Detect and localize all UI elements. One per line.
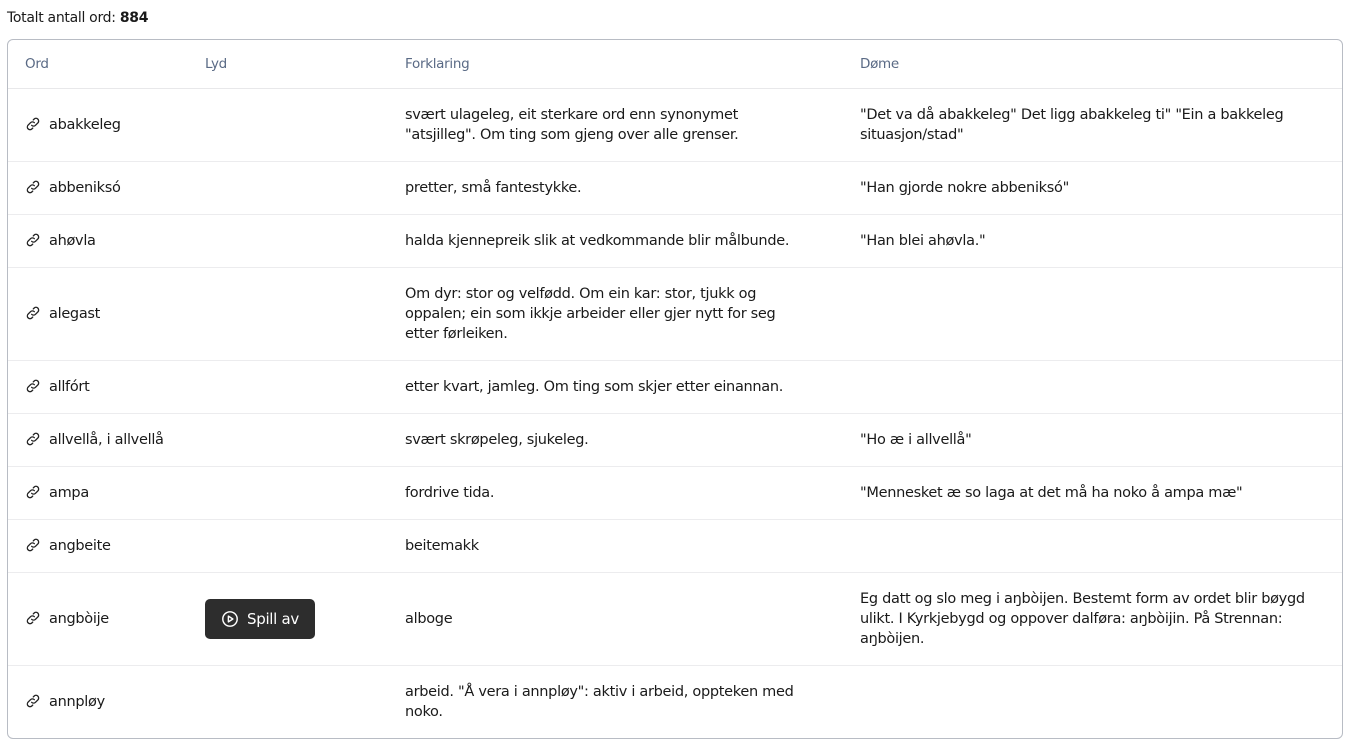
audio-cell (188, 414, 388, 467)
explanation-cell: halda kjennepreik slik at vedkommande blir målbunde. (388, 215, 843, 268)
total-count: 884 (119, 10, 149, 26)
word-text: angbòije (49, 611, 109, 627)
play-icon (221, 610, 239, 628)
table-row (8, 361, 1342, 414)
audio-cell (188, 573, 388, 666)
word-link[interactable] (25, 611, 109, 627)
table-row (8, 666, 1342, 739)
word-link[interactable] (25, 117, 121, 133)
header-lyd: Lyd (188, 40, 388, 89)
word-link[interactable] (25, 180, 121, 196)
table-row (8, 414, 1342, 467)
table-row (8, 215, 1342, 268)
header-dome: Døme (843, 40, 1342, 89)
word-text: ampa (49, 485, 89, 501)
audio-cell (188, 268, 388, 361)
word-text: alegast (49, 306, 101, 322)
example-cell (843, 666, 1342, 739)
total-label: Totalt antall ord: (7, 10, 116, 26)
explanation-cell: svært skrøpeleg, sjukeleg. (388, 414, 843, 467)
word-text: abakkeleg (49, 117, 121, 133)
play-audio-button[interactable] (205, 599, 315, 639)
word-text: abbeniksó (49, 180, 121, 196)
word-link[interactable] (25, 485, 89, 501)
explanation-cell: beitemakk (388, 520, 843, 573)
word-link[interactable] (25, 694, 105, 710)
table-header (8, 40, 1342, 89)
explanation-cell: etter kvart, jamleg. Om ting som skjer etter einannan. (388, 361, 843, 414)
explanation-cell: alboge (388, 573, 843, 666)
header-forklaring: Forklaring (388, 40, 843, 89)
table-row (8, 573, 1342, 666)
audio-cell (188, 520, 388, 573)
table-row (8, 467, 1342, 520)
table-row (8, 162, 1342, 215)
table-row (8, 89, 1342, 162)
audio-cell (188, 215, 388, 268)
explanation-cell: Om dyr: stor og velfødd. Om ein kar: stor, tjukk og oppalen; ein som ikkje arbeider eller gjer nytt for seg etter førleiken. (388, 268, 843, 361)
word-link[interactable] (25, 233, 96, 249)
link-icon (25, 610, 41, 626)
word-text: angbeite (49, 538, 111, 554)
example-cell: "Ho æ i allvellå" (843, 414, 1342, 467)
explanation-cell: fordrive tida. (388, 467, 843, 520)
link-icon (25, 305, 41, 321)
word-link[interactable] (25, 538, 111, 554)
word-text: allfórt (49, 379, 90, 395)
play-label: Spill av (247, 610, 299, 628)
word-table (7, 39, 1343, 739)
word-link[interactable] (25, 306, 100, 322)
audio-cell (188, 666, 388, 739)
word-link[interactable] (25, 432, 164, 448)
explanation-cell: arbeid. "Å vera i annpløy": aktiv i arbeid, oppteken med noko. (405, 684, 794, 720)
header-ord: Ord (8, 40, 188, 89)
link-icon (25, 484, 41, 500)
link-icon (25, 116, 41, 132)
audio-cell (188, 467, 388, 520)
word-link[interactable] (25, 379, 89, 395)
link-icon (25, 232, 41, 248)
word-text: allvellå, i allvellå (49, 432, 164, 448)
example-cell (843, 361, 1342, 414)
audio-cell (188, 361, 388, 414)
example-cell (843, 268, 1342, 361)
example-cell: Eg datt og slo meg i aŋbòijen. Bestemt form av ordet blir bøygd ulikt. I Kyrkjebygd og oppover dalføra: aŋbòijin. På Strennan: aŋbòijen. (843, 573, 1342, 666)
explanation-cell: svært ulageleg, eit sterkare ord enn synonymet "atsjilleg". Om ting som gjeng over alle grenser. (388, 89, 843, 162)
word-text: annpløy (49, 694, 105, 710)
link-icon (25, 431, 41, 447)
table-row (8, 268, 1342, 361)
link-icon (25, 693, 41, 709)
example-cell: "Han gjorde nokre abbeniksó" (843, 162, 1342, 215)
total-word-count (7, 10, 148, 26)
link-icon (25, 179, 41, 195)
explanation-cell: pretter, små fantestykke. (388, 162, 843, 215)
example-cell: "Det va då abakkeleg" Det ligg abakkeleg ti" "Ein a bakkeleg situasjon/stad" (843, 89, 1342, 162)
example-cell: "Mennesket æ so laga at det må ha noko å ampa mæ" (843, 467, 1342, 520)
link-icon (25, 537, 41, 553)
example-cell: "Han blei ahøvla." (843, 215, 1342, 268)
audio-cell (188, 162, 388, 215)
word-text: ahøvla (49, 233, 96, 249)
table-row (8, 520, 1342, 573)
example-cell (843, 520, 1342, 573)
link-icon (25, 378, 41, 394)
audio-cell (188, 89, 388, 162)
